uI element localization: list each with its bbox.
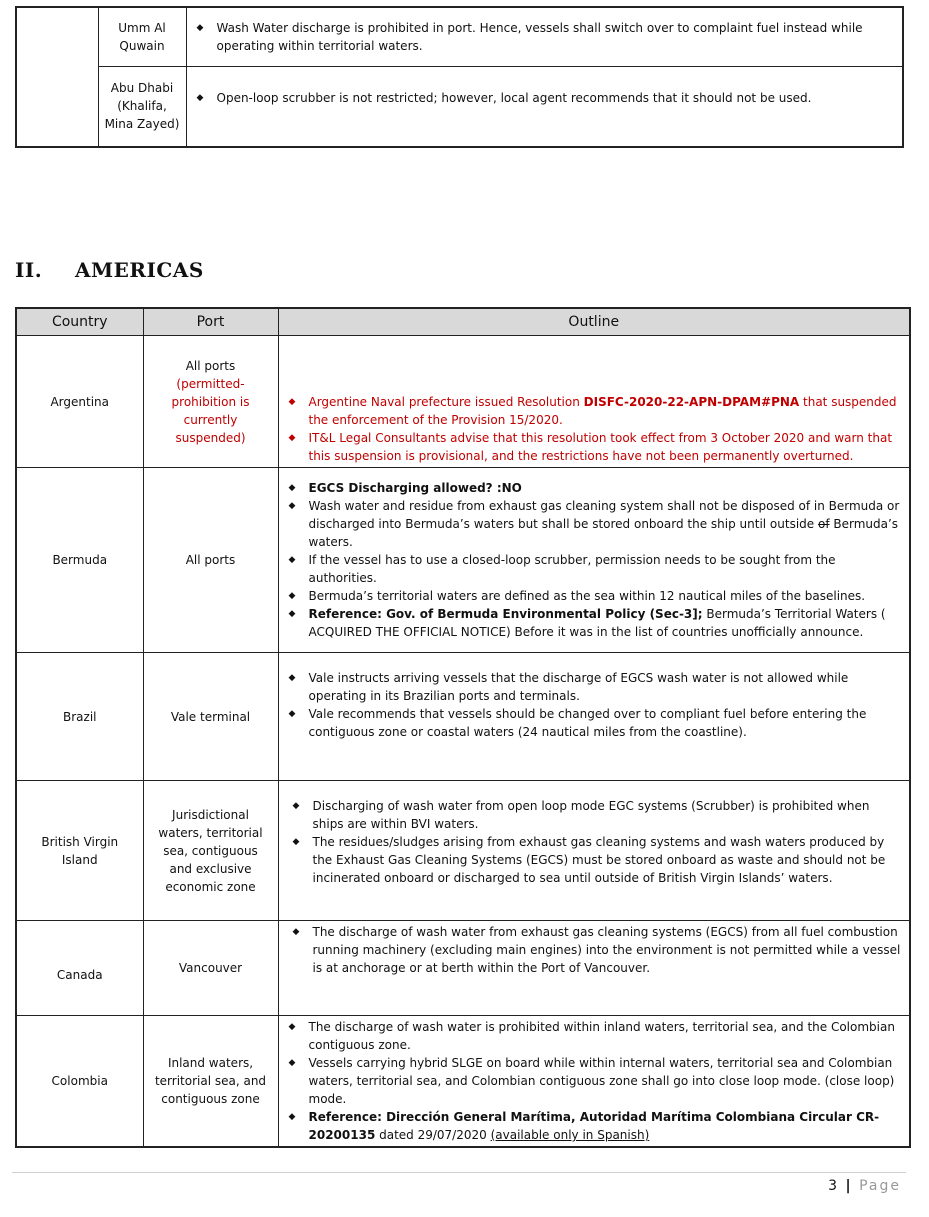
port-cell bbox=[143, 336, 278, 468]
outline-cell bbox=[278, 1016, 910, 1148]
list-item bbox=[281, 1108, 902, 1144]
port-note: (permitted-prohibition is currently suspended) bbox=[171, 376, 250, 445]
table-row bbox=[16, 336, 910, 468]
column-header-port: Port bbox=[143, 308, 278, 336]
table-row bbox=[16, 7, 903, 66]
list-item: ◆ Vale instructs arriving vessels that the discharge of EGCS wash water is not allowed while operating in its Brazilian ports and terminals. bbox=[281, 669, 902, 705]
text: Bermuda’s Territorial Waters ( ACQUIRED THE OFFICIAL NOTICE) Before it was in the list of countries unofficially announce. bbox=[308, 607, 886, 639]
country-cell: Colombia bbox=[16, 1016, 143, 1148]
list-item: ◆ Vale recommends that vessels should be changed over to compliant fuel before entering the contiguous zone or coastal waters (24 nautical miles from the coastline). bbox=[281, 705, 902, 741]
section-heading bbox=[15, 258, 204, 282]
continued-port-table bbox=[15, 6, 904, 148]
country-cell bbox=[16, 7, 98, 147]
port-cell: Vancouver bbox=[143, 921, 278, 1016]
section-number: II. bbox=[15, 258, 43, 282]
page-label: Page bbox=[859, 1178, 901, 1194]
list-item: ◆ The discharge of wash water from exhaust gas cleaning systems (EGCS) from all fuel combustion running machinery (excluding main engines) into the environment is not permitted while a vessel is at anchorage or at berth within the Port of Vancouver. bbox=[285, 923, 902, 977]
americas-table bbox=[15, 307, 911, 1148]
list-item: ◆ Bermuda’s territorial waters are defined as the sea within 12 nautical miles of the baselines. bbox=[281, 587, 902, 605]
list-item: ◆ IT&L Legal Consultants advise that this resolution took effect from 3 October 2020 and warn that this suspension is provisional, and the restrictions have not been permanently overturned. bbox=[281, 429, 902, 465]
page-number: 3 bbox=[828, 1178, 840, 1194]
port-cell: All ports bbox=[143, 468, 278, 653]
list-item: ◆ The residues/sludges arising from exhaust gas cleaning systems and wash waters produced by the Exhaust Gas Cleaning Systems (EGCS) must be stored onboard as waste and should not be incinerated onboard or discharged to sea until outside of British Virgin Islands’ waters. bbox=[285, 833, 902, 887]
list-item: ◆ Vessels carrying hybrid SLGE on board while within internal waters, territorial sea and Colombian waters, territorial sea, and Colombian contiguous zone shall go into close loop mode. (close loop) mode. bbox=[281, 1054, 902, 1108]
resolution-number: DISFC-2020-22-APN-DPAM#PNA bbox=[583, 395, 800, 409]
section-title: AMERICAS bbox=[75, 258, 204, 282]
outline-cell bbox=[278, 468, 910, 653]
country-cell: British Virgin Island bbox=[16, 781, 143, 921]
table-row bbox=[16, 653, 910, 781]
table-row bbox=[16, 921, 910, 1016]
page-separator: | bbox=[845, 1178, 853, 1194]
list-item bbox=[281, 393, 902, 429]
struck-text: of bbox=[817, 517, 830, 531]
list-item bbox=[281, 605, 902, 641]
port-cell: Abu Dhabi (Khalifa, Mina Zayed) bbox=[98, 66, 186, 147]
column-header-country: Country bbox=[16, 308, 143, 336]
outline-cell bbox=[278, 921, 910, 1016]
table-row bbox=[16, 468, 910, 653]
table-header-row bbox=[16, 308, 910, 336]
column-header-outline: Outline bbox=[278, 308, 910, 336]
outline-cell bbox=[278, 653, 910, 781]
port-name: All ports bbox=[185, 358, 236, 373]
table-row bbox=[16, 1016, 910, 1148]
table-row bbox=[16, 66, 903, 147]
list-item: ◆ Discharging of wash water from open loop mode EGC systems (Scrubber) is prohibited when ships are within BVI waters. bbox=[285, 797, 902, 833]
text: Argentine Naval prefecture issued Resolution bbox=[308, 395, 584, 409]
text: that suspended the enforcement of the Provision 15/2020. bbox=[308, 395, 897, 427]
list-item: ◆ The discharge of wash water is prohibited within inland waters, territorial sea, and the Colombian contiguous zone. bbox=[281, 1018, 902, 1054]
list-item: ◆ Open-loop scrubber is not restricted; however, local agent recommends that it should not be used. bbox=[189, 89, 895, 107]
list-item: ◆ EGCS Discharging allowed? :NO bbox=[281, 479, 902, 497]
text: dated 29/07/2020 bbox=[375, 1128, 491, 1142]
text: Bermuda’s waters. bbox=[308, 517, 899, 549]
country-cell: Bermuda bbox=[16, 468, 143, 653]
list-item: ◆ If the vessel has to use a closed-loop scrubber, permission needs to be sought from the authorities. bbox=[281, 551, 902, 587]
table-row bbox=[16, 781, 910, 921]
text: Wash water and residue from exhaust gas cleaning system shall not be disposed of in Bermuda or discharged into Bermuda’s waters but shall be stored onboard the ship until outside bbox=[308, 499, 900, 531]
list-item bbox=[281, 497, 902, 551]
country-cell: Argentina bbox=[16, 336, 143, 468]
page-footer bbox=[828, 1178, 901, 1194]
port-cell: Umm Al Quwain bbox=[98, 7, 186, 66]
outline-cell bbox=[278, 336, 910, 468]
port-cell: Vale terminal bbox=[143, 653, 278, 781]
reference: Reference: Dirección General Marítima, Autoridad Marítima Colombiana Circular CR-20200135 bbox=[308, 1110, 880, 1142]
port-cell: Inland waters, territorial sea, and contiguous zone bbox=[143, 1016, 278, 1148]
outline-cell bbox=[186, 7, 903, 66]
footer-divider bbox=[12, 1172, 906, 1173]
country-cell: Brazil bbox=[16, 653, 143, 781]
spanish-only-link[interactable]: (available only in Spanish) bbox=[490, 1128, 650, 1142]
outline-cell bbox=[186, 66, 903, 147]
outline-cell bbox=[278, 781, 910, 921]
port-cell: Jurisdictional waters, territorial sea, contiguous and exclusive economic zone bbox=[143, 781, 278, 921]
reference: Reference: Gov. of Bermuda Environmental Policy (Sec-3]; bbox=[308, 607, 703, 621]
list-item: ◆ Wash Water discharge is prohibited in port. Hence, vessels shall switch over to complaint fuel instead while operating within territorial waters. bbox=[189, 19, 895, 55]
country-cell: Canada bbox=[16, 921, 143, 1016]
